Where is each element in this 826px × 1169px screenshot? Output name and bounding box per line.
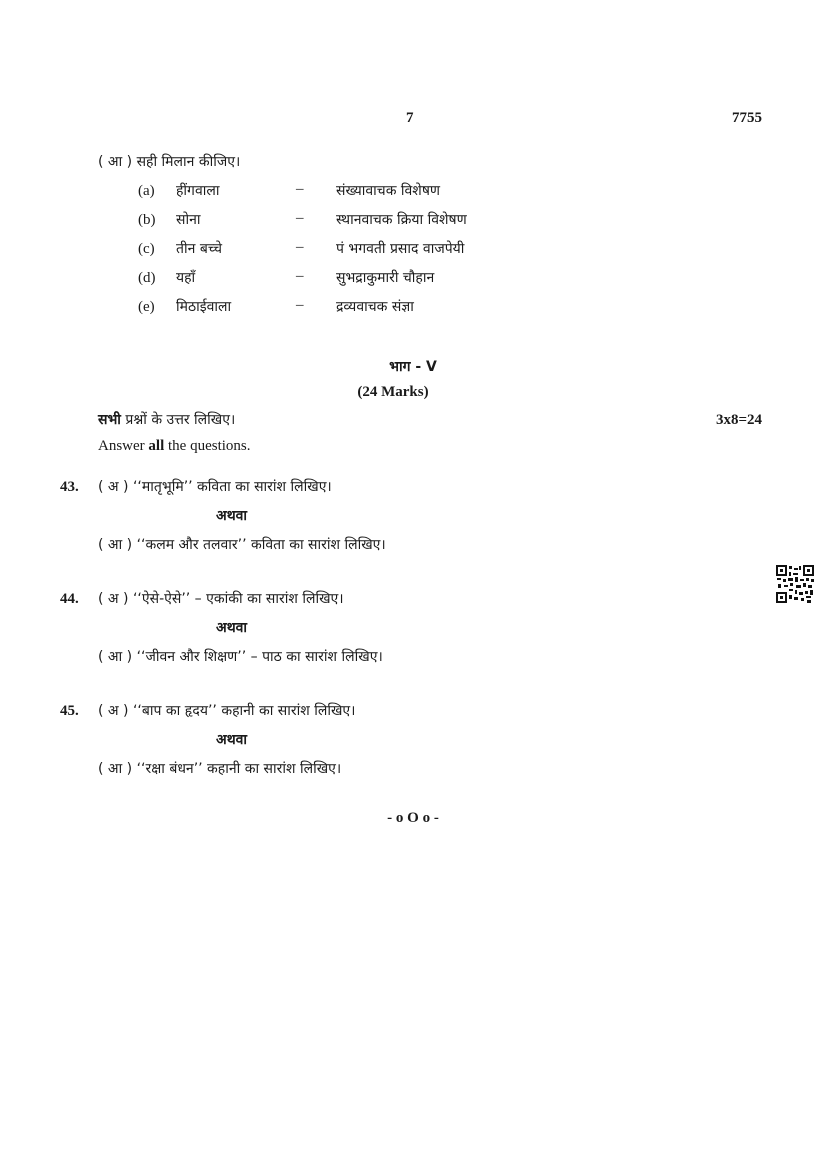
match-dash: – bbox=[296, 297, 304, 313]
end-mark: - o O o - bbox=[387, 810, 439, 826]
question-option-a: ( अ ) ‘‘मातृभूमि’’ कविता का सारांश लिखिए। bbox=[98, 479, 332, 495]
instruction-hindi bbox=[98, 410, 235, 429]
match-heading: ( आ ) सही मिलान कीजिए। bbox=[98, 154, 241, 170]
question-number: 43. bbox=[60, 479, 79, 495]
instruction-hindi-rest: प्रश्नों के उत्तर लिखिए। bbox=[120, 412, 236, 428]
question-option-a: ( अ ) ‘‘बाप का हृदय’’ कहानी का सारांश लिखिए। bbox=[98, 703, 356, 719]
match-right: सुभद्राकुमारी चौहान bbox=[336, 270, 435, 286]
question-number: 45. bbox=[60, 703, 79, 719]
match-letter: (a) bbox=[138, 183, 155, 199]
match-letter: (b) bbox=[138, 212, 156, 228]
match-right: संख्यावाचक विशेषण bbox=[336, 183, 441, 199]
question-option-a: ( अ ) ‘‘ऐसे-ऐसे’’ – एकांकी का सारांश लिखिए। bbox=[98, 591, 344, 607]
score-formula: 3x8=24 bbox=[716, 412, 763, 428]
instruction-english-post: the questions. bbox=[164, 438, 251, 454]
match-right: द्रव्यवाचक संज्ञा bbox=[336, 299, 414, 315]
match-letter: (d) bbox=[138, 270, 156, 286]
match-left: तीन बच्चे bbox=[176, 241, 222, 257]
page-number: 7 bbox=[406, 110, 414, 126]
qr-code-icon bbox=[776, 565, 814, 603]
match-left: यहाँ bbox=[176, 270, 196, 286]
question-option-b: ( आ ) ‘‘कलम और तलवार’’ कविता का सारांश लिखिए। bbox=[98, 537, 386, 553]
or-label: अथवा bbox=[216, 620, 248, 636]
match-left: सोना bbox=[176, 212, 201, 228]
match-dash: – bbox=[296, 210, 304, 226]
question-option-b: ( आ ) ‘‘जीवन और शिक्षण’’ – पाठ का सारांश लिखिए। bbox=[98, 649, 383, 665]
match-dash: – bbox=[296, 239, 304, 255]
question-number: 44. bbox=[60, 591, 79, 607]
match-left: मिठाईवाला bbox=[176, 299, 232, 315]
paper-code: 7755 bbox=[732, 110, 762, 126]
or-label: अथवा bbox=[216, 508, 248, 524]
section-title: भाग - V bbox=[389, 359, 437, 375]
instruction-english-bold: all bbox=[148, 438, 165, 454]
match-right: पं भगवती प्रसाद वाजपेयी bbox=[336, 241, 465, 257]
question-option-b: ( आ ) ‘‘रक्षा बंधन’’ कहानी का सारांश लिखिए। bbox=[98, 761, 342, 777]
instruction-english-pre: Answer bbox=[98, 438, 149, 454]
match-right: स्थानवाचक क्रिया विशेषण bbox=[336, 212, 467, 228]
match-letter: (e) bbox=[138, 299, 155, 315]
instruction-english bbox=[98, 438, 251, 455]
or-label: अथवा bbox=[216, 732, 248, 748]
instruction-hindi-bold: सभी bbox=[98, 412, 121, 428]
match-left: हींगवाला bbox=[176, 183, 220, 199]
match-dash: – bbox=[296, 268, 304, 284]
match-dash: – bbox=[296, 181, 304, 197]
match-letter: (c) bbox=[138, 241, 155, 257]
section-marks: (24 Marks) bbox=[357, 384, 429, 400]
